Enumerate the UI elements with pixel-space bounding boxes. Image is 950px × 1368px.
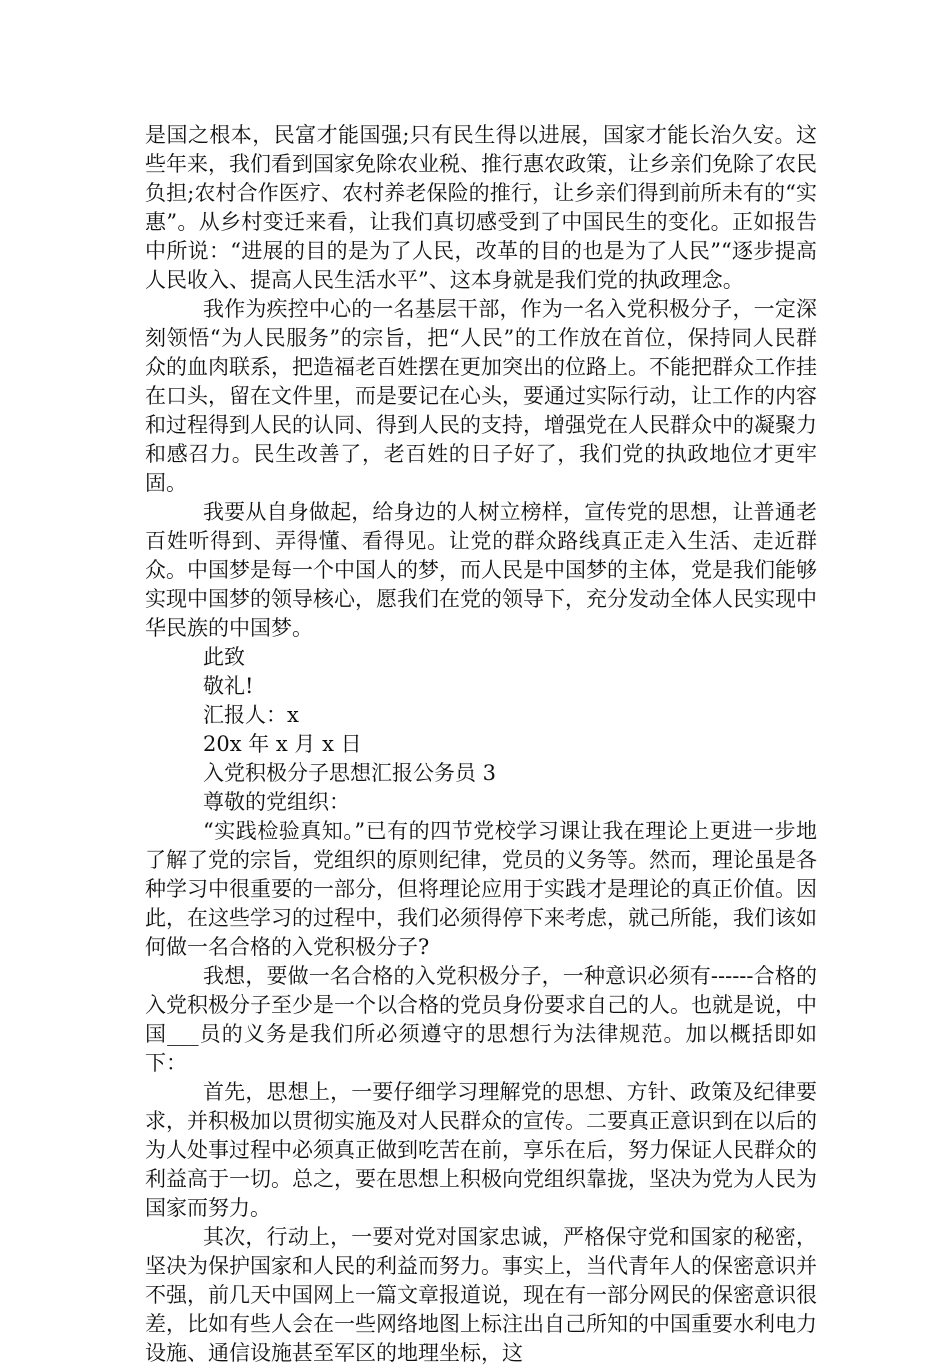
closing-regards: 敬礼!	[203, 674, 254, 698]
paragraph-6: 首先，思想上，一要仔细学习理解党的思想、方针、政策及纪律要求，并积极加以贯彻实施及对人民群众的宣传。二要真正意识到在以后的为人处事过程中必须真正做到吃苦在前，享乐在后，努力保证人民群众的利益高于一切。总之，要在思想上积极向党组织靠拢，坚决为党为人民为国家而努力。	[145, 1080, 817, 1220]
reporter-line: 汇报人：x	[203, 703, 299, 727]
closing-salutation: 此致	[203, 645, 245, 669]
paragraph-1: 是国之根本，民富才能国强;只有民生得以进展，国家才能长治久安。这些年来，我们看到国家免除农业税、推行惠农政策，让乡亲们免除了农民负担;农村合作医疗、农村养老保险的推行，让乡亲们得到前所未有的“实惠”。从乡村变迁来看，让我们真切感受到了中国民生的变化。正如报告中所说：“进展的目的是为了人民，改革的目的也是为了人民”“逐步提高人民收入、提高人民生活水平”、这本身就是我们党的执政理念。	[145, 123, 817, 292]
paragraph-2: 我作为疾控中心的一名基层干部，作为一名入党积极分子，一定深刻领悟“为人民服务”的宗旨，把“人民”的工作放在首位，保持同人民群众的血肉联系，把造福老百姓摆在更加突出的位路上。不能把群众工作挂在口头，留在文件里，而是要记在心头，要通过实际行动，让工作的内容和过程得到人民的认同、得到人民的支持，增强党在人民群众中的凝聚力和感召力。民生改善了，老百姓的日子好了，我们党的执政地位才更牢固。	[145, 297, 817, 495]
date-line: 20x 年 x 月 x 日	[203, 732, 362, 756]
recipient-line: 尊敬的党组织：	[203, 790, 350, 814]
second-report-title: 入党积极分子思想汇报公务员 3	[203, 761, 497, 785]
document-page	[145, 121, 817, 1368]
paragraph-3: 我要从自身做起，给身边的人树立榜样，宣传党的思想，让普通老百姓听得到、弄得懂、看得见。让党的群众路线真正走入生活、走近群众。中国梦是每一个中国人的梦，而人民是中国梦的主体，党是我们能够实现中国梦的领导核心，愿我们在党的领导下，充分发动全体人民实现中华民族的中国梦。	[145, 500, 817, 640]
paragraph-5: 我想，要做一名合格的入党积极分子，一种意识必须有------合格的入党积极分子至少是一个以合格的党员身份要求自己的人。也就是说，中国___员的义务是我们所必须遵守的思想行为法律规范。加以概括即如下：	[145, 964, 817, 1075]
paragraph-4: “实践检验真知。”已有的四节党校学习课让我在理论上更进一步地了解了党的宗旨，党组织的原则纪律，党员的义务等。然而，理论虽是各种学习中很重要的一部分，但将理论应用于实践才是理论的真正价值。因此，在这些学习的过程中，我们必须得停下来考虑，就己所能，我们该如何做一名合格的入党积极分子?	[145, 819, 817, 959]
paragraph-7: 其次，行动上，一要对党对国家忠诚，严格保守党和国家的秘密，坚决为保护国家和人民的利益而努力。事实上，当代青年人的保密意识并不强，前几天中国网上一篇文章报道说，现在有一部分网民的保密意识很差，比如有些人会在一些网络地图上标注出自己所知的中国重要水利电力设施、通信设施甚至军区的地理坐标，这	[145, 1225, 817, 1365]
